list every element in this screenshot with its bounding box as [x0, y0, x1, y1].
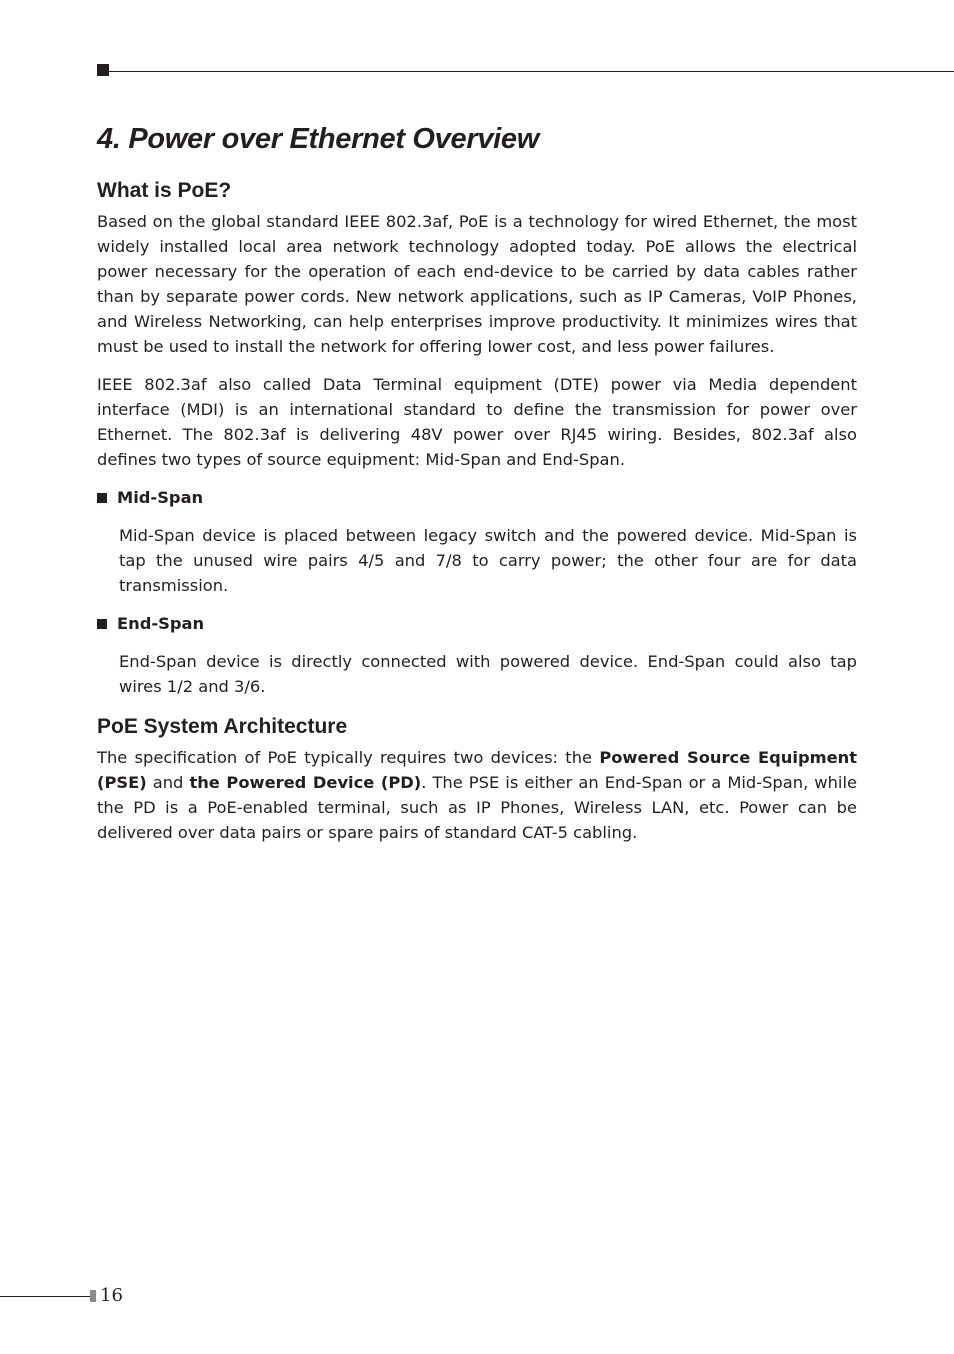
- bullet-end-span-label: End-Span: [117, 614, 205, 633]
- bullet-square-icon: [97, 493, 107, 503]
- page-content: [97, 118, 857, 858]
- arch-bold-pse: Powered Source Equipment (PSE): [97, 748, 857, 792]
- header-square-mark: [97, 64, 109, 76]
- page-number: 16: [100, 1285, 123, 1306]
- paragraph-end-span: End-Span device is directly connected with powered device. End-Span could also tap wires 1/2 and 3/6.: [119, 652, 857, 696]
- footer-rule: [0, 1296, 90, 1297]
- bullet-mid-span-label: Mid-Span: [117, 488, 204, 507]
- header-rule: [108, 71, 954, 72]
- chapter-title: 4. Power over Ethernet Overview: [97, 123, 539, 155]
- arch-text-2: and: [146, 773, 190, 792]
- paragraph-poe-intro: Based on the global standard IEEE 802.3af, PoE is a technology for wired Ethernet, the most widely installed local area network technology adopted today. PoE allows the electrical power necessary for the operation of each end-device to be carried by data cables rather than by separate power cords. New network applications, such as IP Cameras, VoIP Phones, and Wireless Networking, can help enterprises improve productivity. It minimizes wires that must be used to install the network for offering lower cost, and less power failures.: [97, 212, 857, 356]
- bullet-end-span: [97, 611, 857, 636]
- footer-mark: [90, 1290, 96, 1302]
- paragraph-mid-span: Mid-Span device is placed between legacy switch and the powered device. Mid-Span is tap the unused wire pairs 4/5 and 7/8 to carry power; the other four are for data transmission.: [119, 526, 857, 595]
- arch-text-3: . The PSE is either an End-Span or a Mid-Span, while the PD is a PoE-enabled terminal, such as IP Phones, Wireless LAN, etc. Power can be delivered over data pairs or spare pairs of standard CAT-5 cabling.: [97, 773, 858, 842]
- section-title-what-is-poe: What is PoE?: [97, 179, 232, 202]
- bullet-square-icon: [97, 619, 107, 629]
- paragraph-ieee-standard: IEEE 802.3af also called Data Terminal equipment (DTE) power via Media dependent interface (MDI) is an international standard to define the transmission for power over Ethernet. The 802.3af is delivering 48V power over RJ45 wiring. Besides, 802.3af also defines two types of source equipment: Mid-Span and End-Span.: [97, 375, 857, 469]
- section-title-architecture: PoE System Architecture: [97, 715, 348, 738]
- arch-bold-pd: the Powered Device (PD): [189, 773, 422, 792]
- paragraph-architecture: [97, 745, 857, 845]
- arch-text-1: The specification of PoE typically requires two devices: the: [97, 748, 600, 767]
- bullet-mid-span: [97, 485, 857, 510]
